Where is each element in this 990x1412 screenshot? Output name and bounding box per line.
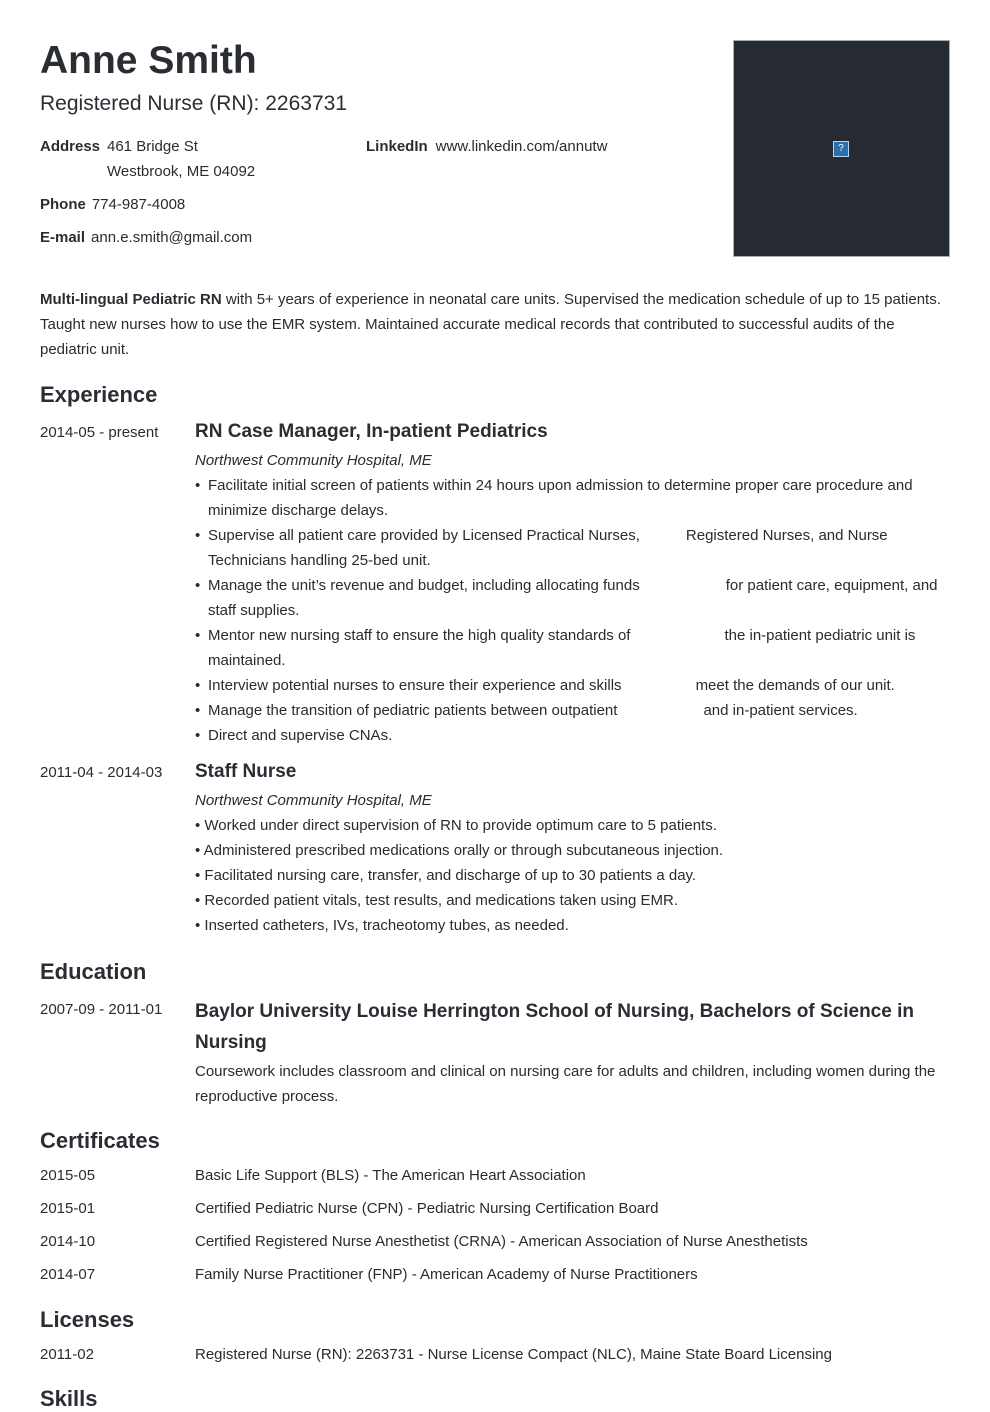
email-label: E-mail bbox=[40, 229, 86, 246]
candidate-role: Registered Nurse (RN): 2263731 bbox=[40, 92, 347, 115]
certificate-date: 2015-05 bbox=[40, 1167, 96, 1184]
job-2 bbox=[195, 759, 950, 938]
list-item: • Manage the transition of pediatric patients between outpatient and in-patient services. bbox=[195, 698, 950, 723]
contact-linkedin bbox=[366, 134, 607, 159]
certificate-item: Basic Life Support (BLS) - The American Heart Association bbox=[195, 1167, 586, 1184]
linkedin-label: LinkedIn bbox=[366, 138, 428, 155]
image-placeholder-icon: ? bbox=[833, 141, 849, 157]
education-dates: 2007-09 - 2011-01 bbox=[40, 1001, 163, 1018]
skills-heading: Skills bbox=[40, 1386, 98, 1411]
summary-lead: Multi-lingual Pediatric RN bbox=[40, 291, 222, 308]
experience-heading: Experience bbox=[40, 382, 158, 407]
job-2-employer: Northwest Community Hospital, ME bbox=[195, 792, 432, 809]
certificate-item: Family Nurse Practitioner (FNP) - American Academy of Nurse Practitioners bbox=[195, 1266, 698, 1283]
candidate-name: Anne Smith bbox=[40, 39, 257, 82]
job-1-dates: 2014-05 - present bbox=[40, 424, 159, 441]
education-school: Baylor University Louise Herrington School of Nursing, Bachelors of Science in Nursing bbox=[195, 1001, 914, 1053]
list-item: • Direct and supervise CNAs. bbox=[195, 723, 950, 748]
contact-email bbox=[40, 225, 252, 250]
list-item: • Worked under direct supervision of RN to provide optimum care to 5 patients. bbox=[195, 817, 717, 834]
list-item: • Administered prescribed medications orally or through subcutaneous injection. bbox=[195, 842, 724, 859]
list-item: • Manage the unit’s revenue and budget, including allocating funds for patient care, equipment, and staff supplies. bbox=[195, 573, 950, 623]
list-item: • Facilitated nursing care, transfer, and discharge of up to 30 patients a day. bbox=[195, 867, 697, 884]
certificate-item: Certified Registered Nurse Anesthetist (CRNA) - American Association of Nurse Anesthetists bbox=[195, 1233, 808, 1250]
license-item: Registered Nurse (RN): 2263731 - Nurse License Compact (NLC), Maine State Board Licensing bbox=[195, 1346, 832, 1363]
list-item: • Supervise all patient care provided by Licensed Practical Nurses, Registered Nurses, and Nurse Technicians handling 25-bed unit. bbox=[195, 523, 950, 573]
licenses-heading: Licenses bbox=[40, 1307, 135, 1332]
address-line-1: 461 Bridge St bbox=[107, 138, 198, 155]
job-1-bullets bbox=[195, 473, 950, 748]
certificate-item: Certified Pediatric Nurse (CPN) - Pediatric Nursing Certification Board bbox=[195, 1200, 659, 1217]
summary-text: with 5+ years of experience in neonatal care units. Supervised the medication schedule of up to 15 patients. Taught new nurses how to use the EMR system. Maintained accurate medical records that contributed to successful audits of the pediatric unit. bbox=[40, 291, 941, 358]
phone-value: 774-987-4008 bbox=[91, 196, 186, 213]
list-item: • Recorded patient vitals, test results, and medications taken using EMR. bbox=[195, 892, 678, 909]
job-2-title: Staff Nurse bbox=[195, 761, 297, 782]
linkedin-value: www.linkedin.com/annutw bbox=[435, 138, 608, 155]
certificates-heading: Certificates bbox=[40, 1128, 160, 1153]
education-description: Coursework includes classroom and clinical on nursing care for adults and children, including women during the reproductive process. bbox=[195, 1063, 936, 1105]
certificate-date: 2015-01 bbox=[40, 1200, 96, 1217]
address-label: Address bbox=[40, 138, 101, 155]
job-2-dates: 2011-04 - 2014-03 bbox=[40, 764, 163, 781]
list-item: • Mentor new nursing staff to ensure the high quality standards of the in-patient pediatric unit is maintained. bbox=[195, 623, 950, 673]
job-1 bbox=[195, 419, 950, 748]
list-item: • Facilitate initial screen of patients within 24 hours upon admission to determine proper care procedure and minimize discharge delays. bbox=[195, 473, 950, 523]
license-date: 2011-02 bbox=[40, 1346, 94, 1363]
address-line-2: Westbrook, ME 04092 bbox=[107, 163, 256, 180]
certificate-date: 2014-10 bbox=[40, 1233, 96, 1250]
list-item: • Interview potential nurses to ensure their experience and skills meet the demands of our unit. bbox=[195, 673, 950, 698]
certificate-date: 2014-07 bbox=[40, 1266, 96, 1283]
email-value: ann.e.smith@gmail.com bbox=[91, 229, 253, 246]
profile-photo bbox=[733, 40, 950, 257]
summary-paragraph bbox=[40, 287, 950, 362]
job-1-title: RN Case Manager, In-patient Pediatrics bbox=[195, 421, 548, 442]
education-entry bbox=[195, 996, 950, 1109]
education-heading: Education bbox=[40, 959, 147, 984]
job-1-employer: Northwest Community Hospital, ME bbox=[195, 452, 432, 469]
contact-phone bbox=[40, 192, 185, 217]
list-item: • Inserted catheters, IVs, tracheotomy tubes, as needed. bbox=[195, 917, 569, 934]
phone-label: Phone bbox=[40, 196, 86, 213]
